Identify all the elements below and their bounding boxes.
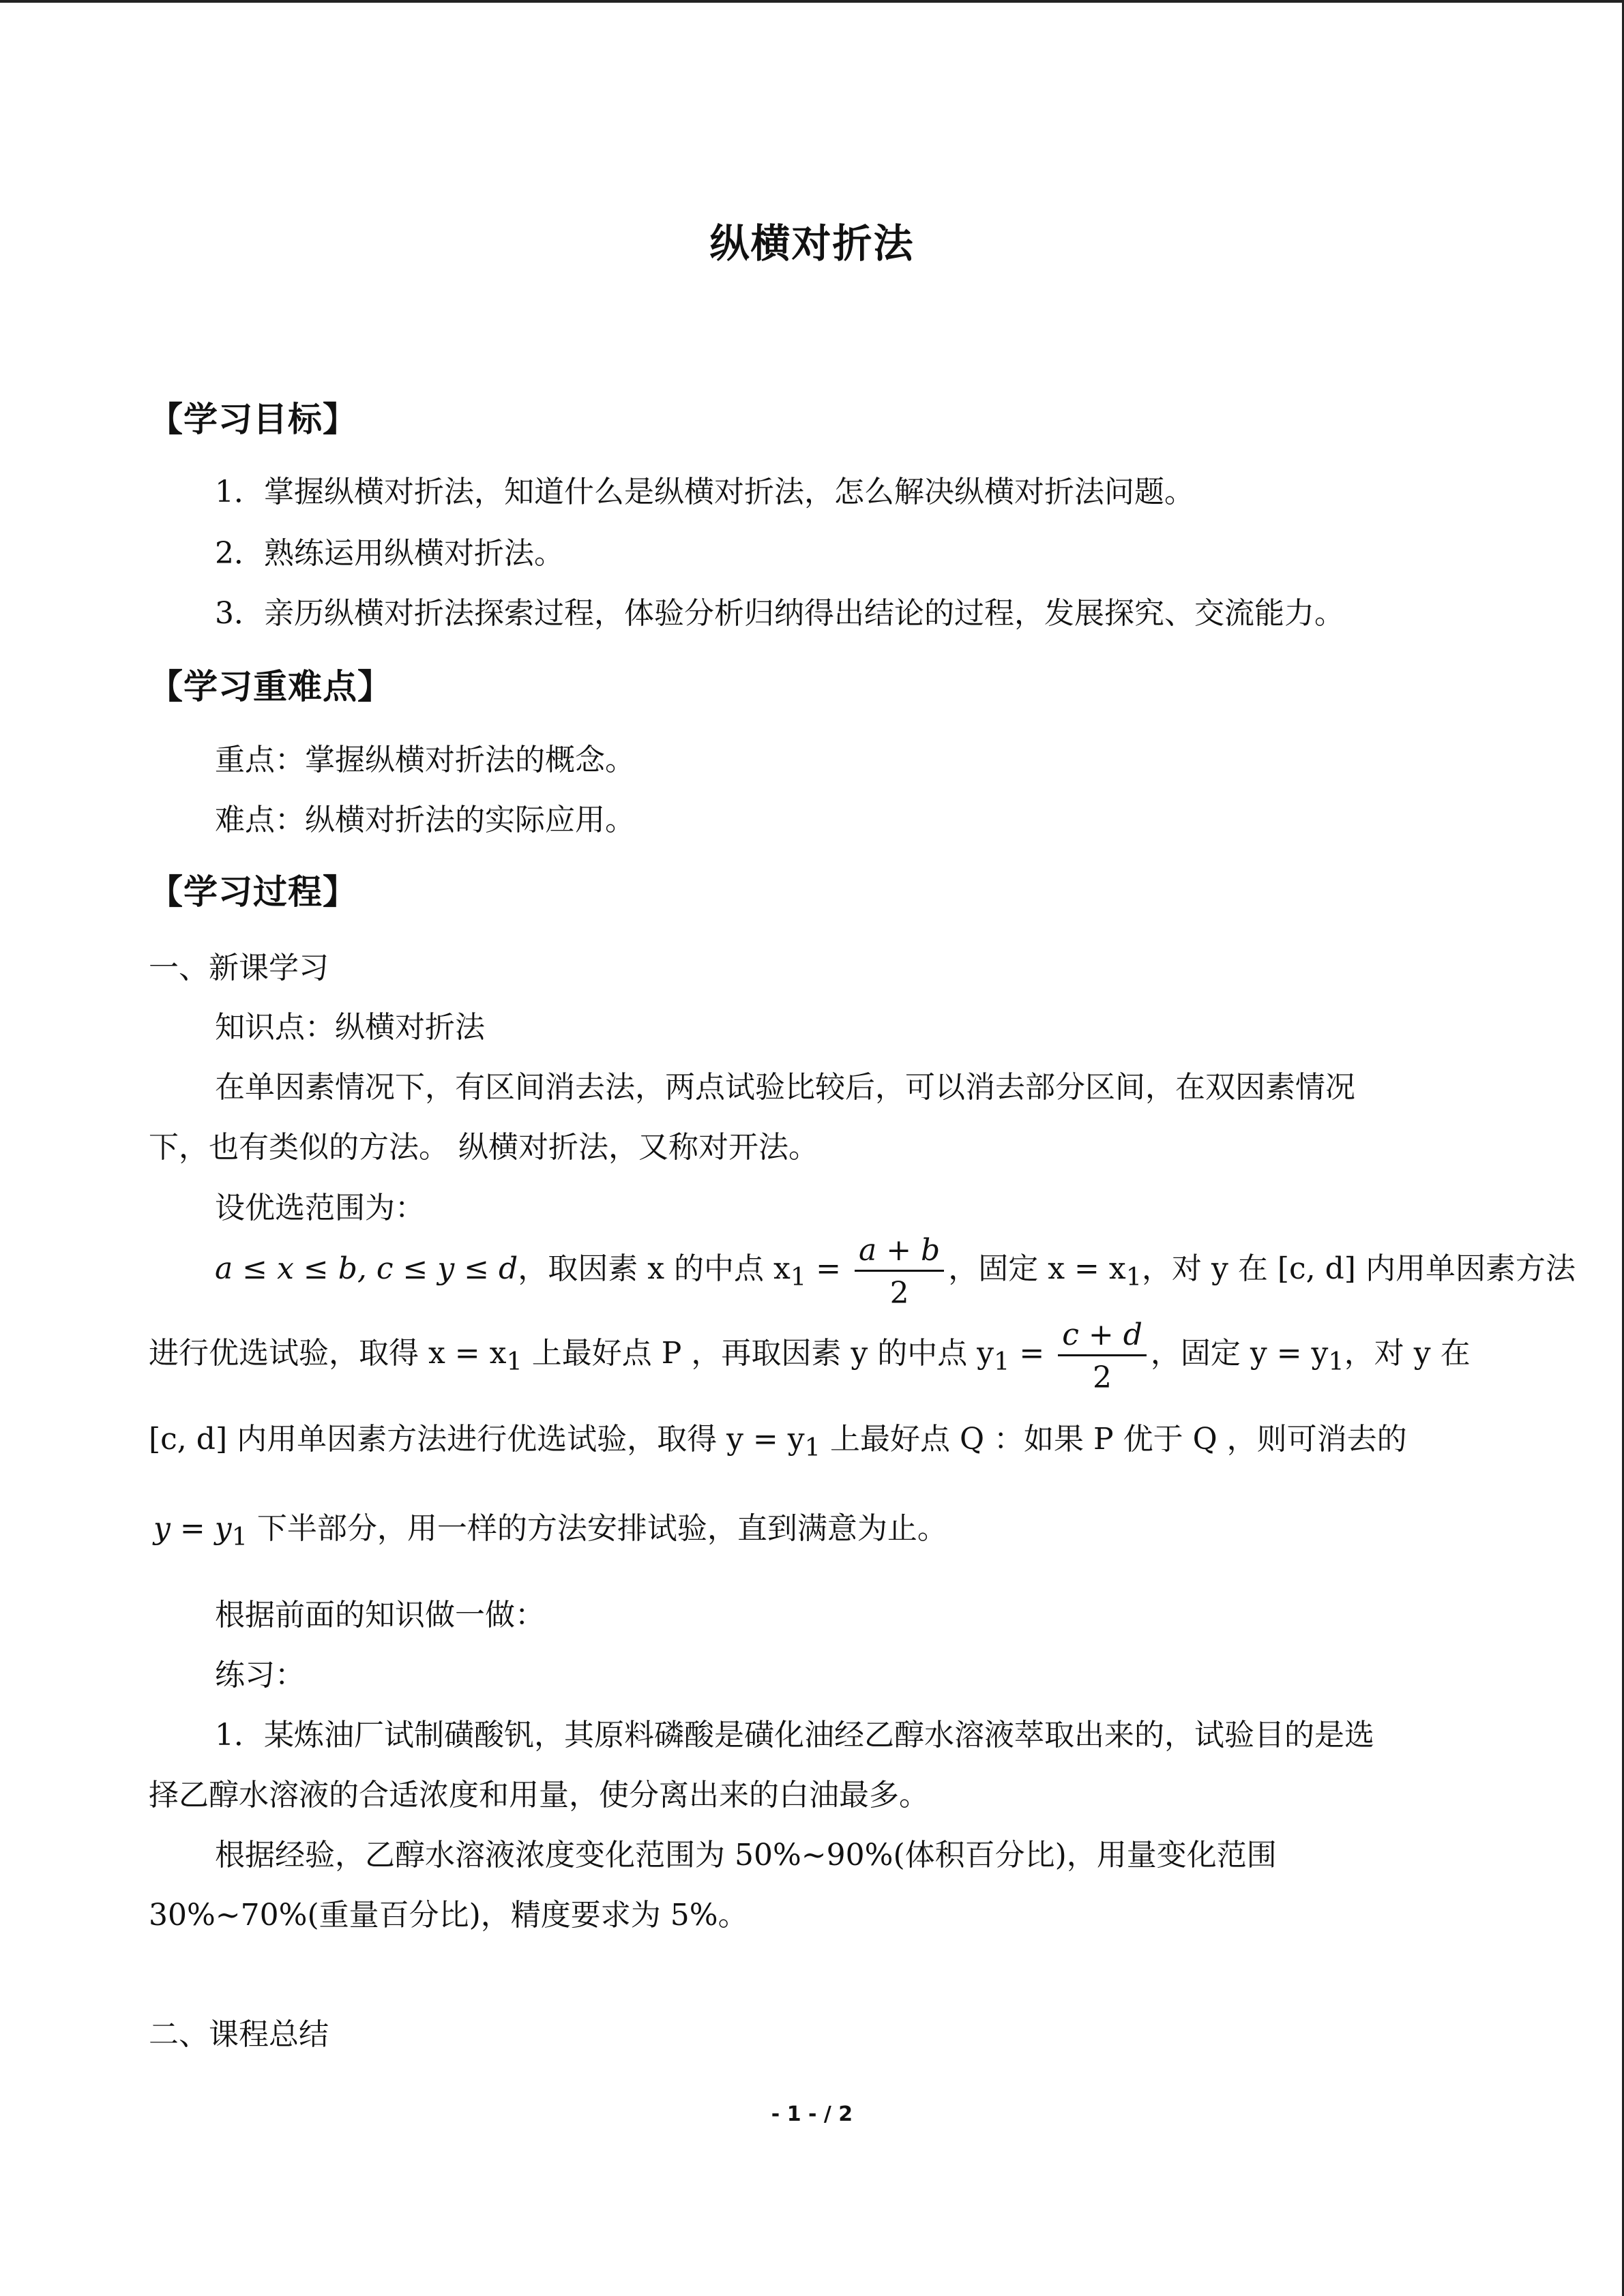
part2-heading: 二、课程总结 bbox=[149, 2017, 329, 2052]
part1-heading: 一、新课学习 bbox=[149, 951, 329, 985]
page-top-border bbox=[0, 0, 1623, 3]
para1-line1: 在单因素情况下，有区间消去法，两点试验比较后，可以消去部分区间，在双因素情况 bbox=[215, 1070, 1355, 1105]
practice-label: 练习： bbox=[215, 1658, 305, 1693]
x1-subscript: 1 bbox=[790, 1262, 807, 1292]
formula-line-4: $y = y_1$ 下半部分，用一样的方法安排试验，直到满意为止。 bbox=[153, 1511, 947, 1551]
key-point: 重点：掌握纵横对折法的概念。 bbox=[215, 743, 635, 777]
goal-item-3: 3．亲历纵横对折法探索过程，体验分析归纳得出结论的过程，发展探究、交流能力。 bbox=[215, 596, 1344, 631]
goal-item-1: 1．掌握纵横对折法，知道什么是纵横对折法，怎么解决纵横对折法问题。 bbox=[215, 475, 1194, 509]
difficult-point: 难点：纵横对折法的实际应用。 bbox=[215, 803, 635, 837]
setup-text: 设优选范围为： bbox=[215, 1191, 425, 1225]
knowledge-point: 知识点：纵横对折法 bbox=[215, 1010, 485, 1045]
goal-item-2: 2．熟练运用纵横对折法。 bbox=[215, 536, 564, 571]
formula-line-3: [c, d] 内用单因素方法进行优选试验，取得 $y = y_1$ 上最好点 Q ：如果 P 优于 Q ，则可消去的 bbox=[149, 1422, 1407, 1462]
exercise-1-line2: 择乙醇水溶液的合适浓度和用量，使分离出来的白油最多。 bbox=[149, 1778, 929, 1813]
formula-line-2: 进行优选试验，取得 $x = x_1$ 上最好点 P ，再取因素 y 的中点 $y_1$ = $\frac{c + d}{2}$ ，固定 $y = y_1$，对 y 在 bbox=[149, 1317, 1471, 1395]
formula-line-1: a ≤ x ≤ b, c ≤ y ≤ d，取因素 x 的中点 $x_1$ = $\frac{a + b}{2}$ ，固定 $x = x_1$，对 y 在 [c, d] 内用单因素方法 bbox=[215, 1233, 1576, 1311]
section-heading-goals: 【学习目标】 bbox=[149, 400, 357, 439]
page-number: - 1 - / 2 bbox=[771, 2102, 853, 2126]
section-heading-process: 【学习过程】 bbox=[149, 872, 357, 912]
fraction-a-plus-b-over-2: $\frac{a + b}{2}$ bbox=[855, 1236, 944, 1309]
section-heading-difficulty: 【学习重难点】 bbox=[149, 667, 392, 706]
practice-intro: 根据前面的知识做一做： bbox=[215, 1598, 545, 1632]
page-title: 纵横对折法 bbox=[709, 220, 915, 267]
range-condition: a ≤ x ≤ b, c ≤ y ≤ d bbox=[215, 1251, 518, 1287]
exercise-1-line3: 根据经验，乙醇水溶液浓度变化范围为 50%~90%(体积百分比)，用量变化范围 bbox=[215, 1838, 1277, 1873]
para1-line2: 下，也有类似的方法。 纵横对折法，又称对开法。 bbox=[149, 1130, 818, 1165]
fraction-c-plus-d-over-2: $\frac{c + d}{2}$ bbox=[1058, 1320, 1147, 1393]
exercise-1-line4: 30%~70%(重量百分比)，精度要求为 5%。 bbox=[149, 1898, 748, 1933]
exercise-1-line1: 1．某炼油厂试制磺酸钒，其原料磷酸是磺化油经乙醇水溶液萃取出来的，试验目的是选 bbox=[215, 1718, 1374, 1753]
